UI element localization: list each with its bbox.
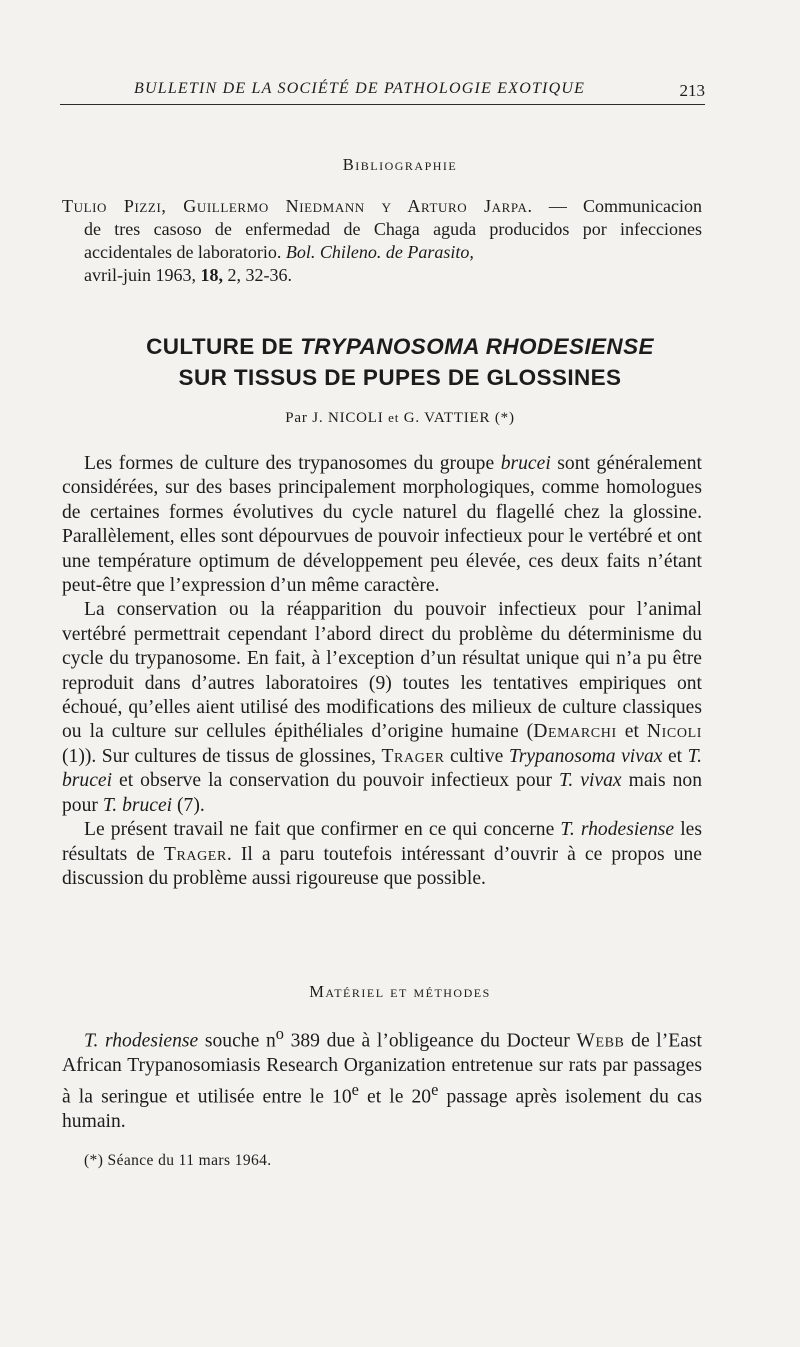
article-title-species: TRYPANOSOMA RHODESIENSE bbox=[300, 334, 654, 359]
p2-text-f: et observe la conservation du pouvoir infectieux pour bbox=[112, 770, 559, 792]
p4-sup-e1: e bbox=[351, 1080, 359, 1100]
reference-title-part2: de tres casoso de enfermedad de Chaga aguda producidos por infecciones accidentales de laboratorio. bbox=[84, 219, 702, 262]
byline-et: et bbox=[388, 410, 400, 425]
materials-body bbox=[62, 1022, 702, 1135]
p2-author-nicoli: Nicoli bbox=[646, 721, 702, 743]
p3-text-a: Le présent travail ne fait que confirmer en ce qui concerne bbox=[84, 819, 561, 841]
p2-species-vivax-2: T. vivax bbox=[558, 770, 622, 792]
article-title-line1 bbox=[0, 334, 800, 360]
running-header bbox=[60, 78, 705, 105]
p2-author-trager: Trager bbox=[381, 745, 445, 767]
p2-text-g: mais non pour bbox=[62, 770, 702, 816]
article-body bbox=[62, 452, 702, 891]
byline-author2: G. VATTIER (*) bbox=[403, 410, 515, 426]
p2-species-brucei: T. brucei bbox=[62, 745, 702, 792]
p4-text-b: 389 due à l’obligeance du Docteur bbox=[283, 1030, 577, 1052]
paragraph-2 bbox=[62, 598, 702, 818]
materials-heading: Matériel et méthodes bbox=[309, 982, 491, 1001]
bibliographie-heading: Bibliographie bbox=[342, 155, 458, 174]
reference-title-part1: Communicacion bbox=[583, 196, 703, 216]
p1-text-a: Les formes de culture des trypanosomes du groupe bbox=[84, 453, 501, 474]
paragraph-4 bbox=[62, 1022, 702, 1135]
paragraph-3 bbox=[62, 818, 702, 891]
p2-species-vivax: Trypanosoma vivax bbox=[508, 745, 663, 767]
article-title-prefix: CULTURE DE bbox=[146, 334, 301, 359]
reference-volume: 18, bbox=[200, 265, 223, 285]
p2-text-h: (7). bbox=[172, 794, 205, 816]
p4-text-c: de l’East African Trypanosomiasis Research Organization entretenue sur rats par passages à la seringue et utilisée entre le 10 bbox=[62, 1030, 702, 1108]
page-number: 213 bbox=[679, 81, 705, 100]
p3-text-c: . Il a paru toutefois intéressant d’ouvrir à ce propos une discussion du problème aussi rigoureuse que possible. bbox=[62, 843, 702, 889]
p3-text-b: les résultats de bbox=[62, 819, 702, 865]
p4-text-d: et le 20 bbox=[358, 1086, 432, 1108]
p2-text-a: La conservation ou la réapparition du pouvoir infectieux pour l’animal vertébré permettrait cependant l’abord direct du problème du déterminisme du cycle du trypanosome. En fait, à l’exception d’un résultat unique qui n’a pu être reproduit dans d’autres laboratoires (9) toutes les tentatives empiriques ont échoué, qu’elles aient utilisé des modifications des milieux de culture classiques ou la culture sur cellules épithéliales d’origine humaine ( bbox=[62, 599, 702, 743]
byline-par: Par bbox=[285, 410, 308, 426]
p4-species: T. rhodesiense bbox=[84, 1030, 199, 1052]
p4-sup-e2: e bbox=[431, 1080, 439, 1100]
running-title: BULLETIN DE LA SOCIÉTÉ DE PATHOLOGIE EXOTIQUE bbox=[134, 80, 586, 97]
footnote: (*) Séance du 11 mars 1964. bbox=[84, 1152, 272, 1169]
p1-species: brucei bbox=[500, 453, 551, 474]
paragraph-1 bbox=[62, 452, 702, 598]
p3-species: T. rhodesiense bbox=[560, 819, 675, 841]
byline bbox=[0, 410, 800, 427]
p1-text-c: sont généralement considérées, sur des bases principalement morphologiques, comme homologues de certaines formes évolutives du cycle naturel du flagellé chez la glossine. Parallèlement, elles sont dépourvues de pouvoir infectieux pour le vertébré et ont une température optimum de développement peu élevée, ces deux faits n’étant peut-être que l’expression d’un même caractère. bbox=[62, 453, 702, 597]
reference-issue-pages: 2, 32-36. bbox=[227, 265, 292, 285]
p4-text-e: passage après isolement du cas humain. bbox=[62, 1086, 702, 1133]
reference-dash: — bbox=[532, 196, 584, 216]
reference-continuation bbox=[62, 218, 702, 287]
bibliography-reference bbox=[62, 195, 702, 287]
p3-author-trager: Trager bbox=[163, 843, 227, 865]
p2-text-d: cultive bbox=[444, 745, 509, 767]
p2-author-demarchi: Demarchi bbox=[533, 721, 617, 743]
reference-journal: Bol. Chileno. de Parasito, bbox=[285, 242, 474, 262]
p4-text-a: souche n bbox=[198, 1030, 276, 1052]
p2-text-c: (1)). Sur cultures de tissus de glossines, bbox=[62, 745, 382, 767]
p2-text-b: et bbox=[616, 721, 647, 743]
p2-species-brucei-2: T. brucei bbox=[102, 794, 173, 816]
reference-first-line bbox=[62, 195, 702, 218]
article-title-line2: SUR TISSUS DE PUPES DE GLOSSINES bbox=[178, 365, 622, 390]
p4-sup-o: o bbox=[275, 1024, 284, 1043]
reference-authors: Tulio Pizzi, Guillermo Niedmann y Arturo Jarpa. bbox=[62, 196, 533, 216]
p2-text-e: et bbox=[662, 745, 688, 767]
p4-author-webb: Webb bbox=[576, 1030, 625, 1052]
reference-date: avril-juin 1963, bbox=[84, 265, 196, 285]
byline-author1: J. NICOLI bbox=[312, 410, 384, 426]
